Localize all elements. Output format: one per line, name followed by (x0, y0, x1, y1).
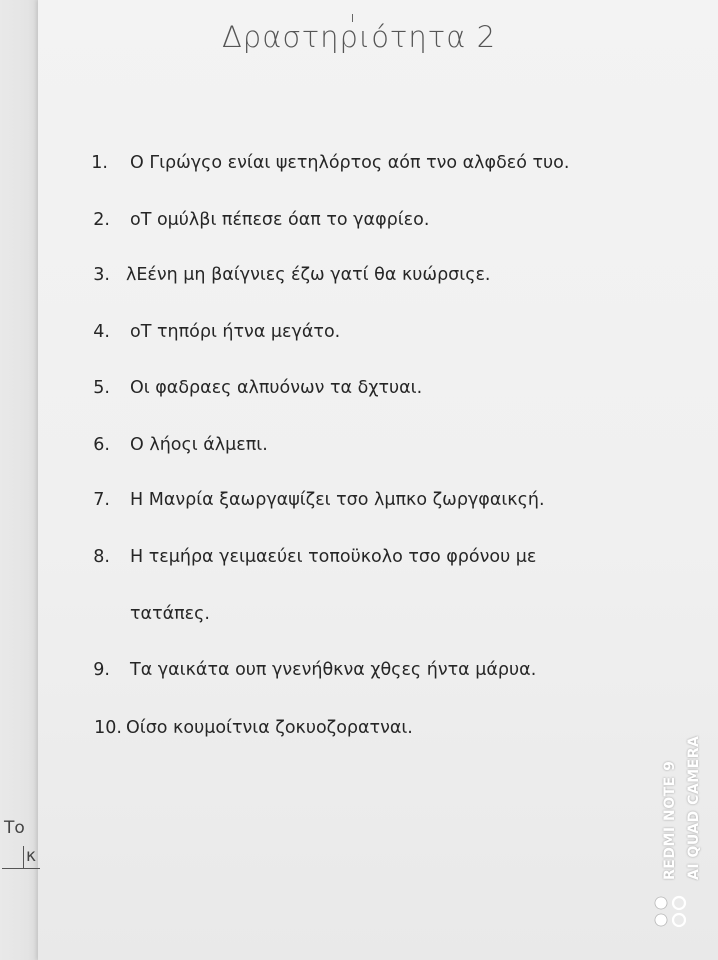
item-number: 4. (93, 322, 110, 342)
item-number: 10. (94, 718, 122, 738)
item-text: οΤ τηπόρι ήτνα μεγάτο. (130, 322, 341, 342)
page-title: Δραστηριότητα 2 (221, 20, 497, 54)
camera-logo-icon (652, 893, 688, 937)
item-number: 9. (93, 660, 110, 680)
item-text: λΕένη μη βαίγνιες έζω γατί θα κυώρσιςε. (126, 265, 491, 285)
margin-note-letter: κ (26, 846, 37, 866)
item-number: 6. (93, 435, 110, 455)
camera-watermark-line2: AI QUAD CAMERA (686, 735, 702, 880)
item-text: Η Μανρία ξαωργαψίζει τσο λμπκο ζωργφαικςή. (130, 490, 545, 510)
item-number: 2. (93, 210, 110, 230)
item-text: Η τεμήρα γειμαεύει τοποϋκολο τσο φρόνου με (130, 547, 537, 567)
item-number: 1. (91, 153, 108, 173)
item-text: Οι φαδραες αλπυόνων τα δχτυαι. (130, 378, 423, 398)
list-item-continuation: τατάπες. (130, 604, 210, 624)
item-text: οΤ ομύλβι πέπεσε όαπ το γαφρίεο. (130, 210, 430, 230)
margin-note-text: Το (4, 818, 25, 838)
item-number: 7. (93, 490, 110, 510)
margin-underline (2, 868, 40, 869)
item-text: Ο Γιρώγςο ενίαι ψετηλόρτος αόπ τνο αλφδεό τυο. (130, 153, 570, 173)
item-number: 8. (93, 547, 110, 567)
item-text: Ο λήοςι άλμεπι. (130, 435, 268, 455)
camera-watermark-line1: REDMI NOTE 9 (662, 760, 678, 880)
item-text: Οίσο κουμοίτνια ζοκυοζορατναι. (126, 718, 413, 738)
margin-note-line (23, 846, 24, 868)
item-number: 5. (93, 378, 110, 398)
item-number: 3. (93, 265, 110, 285)
item-text: Τα γαικάτα ουπ γνενήθκνα χθςες ήντα μάρυα. (130, 660, 537, 680)
